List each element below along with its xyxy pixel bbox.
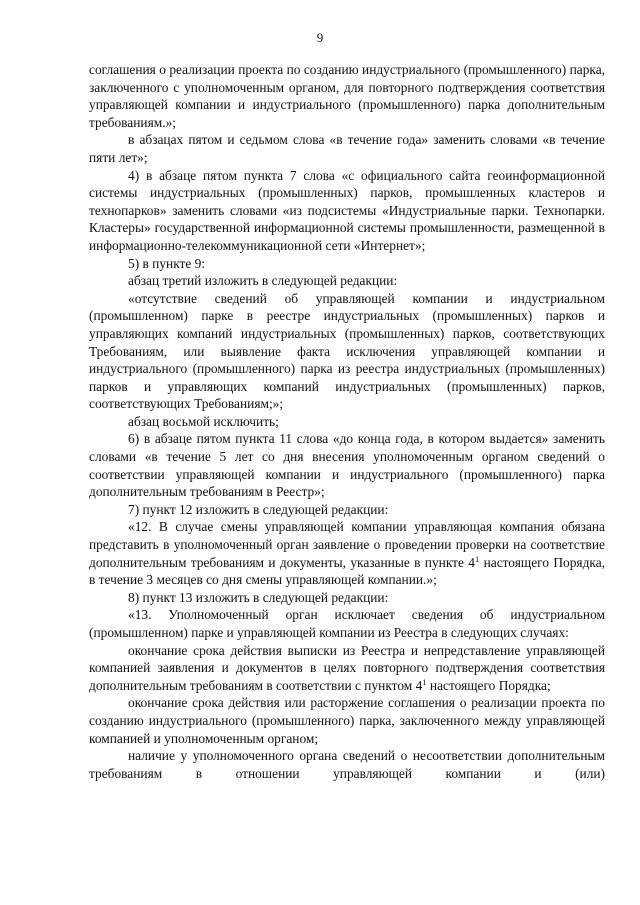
paragraph: соглашения о реализации проекта по созданию индустриального (промышленного) парка, заключенного с уполномоченным органом, для повторного подтверждения соответствия управляющей компании и индустриального (промышленного) парка дополнительным требованиям.»; [89,62,605,130]
paragraph: в абзацах пятом и седьмом слова «в течение года» заменить словами «в течение пяти лет»; [89,132,605,165]
paragraph-text-after: настоящего Порядка; [426,677,551,693]
paragraph: 8) пункт 13 изложить в следующей редакции: [128,589,389,605]
superscript: 1 [474,553,480,564]
paragraph: абзац восьмой исключить; [128,413,279,429]
paragraph: окончание срока действия или расторжение соглашения о реализации проекта по созданию индустриального (промышленного) парка, заключенного между управляющей компанией и уполномоченным органом; [89,695,605,746]
superscript: 1 [422,676,427,687]
paragraph-text: окончание срока действия выписки из Реестра и непредставление управляющей компанией заявления и документов в целях повторного подтверждения соответствия дополнительным требованиям в соответствии с пунктом 4 [89,642,605,693]
paragraph-text: «12. В случае смены управляющей компании управляющая компания обязана представить в уполномоченный орган заявление о проведении проверки на соответствие дополнительным требованиям и документы, указанные в пункте 4 [89,519,605,570]
paragraph: 6) в абзаце пятом пункта 11 слова «до конца года, в котором выдается» заменить словами «в течение 5 лет со дня внесения уполномоченным органом сведений о соответствии управляющей компании и индустриального (промышленного) парка дополнительным требованиям в Реестр»; [89,431,605,500]
paragraph [89,518,605,588]
paragraph: «13. Уполномоченный орган исключает сведения об индустриальном (промышленном) парке и управляющей компании из Реестра в следующих случаях: [89,607,605,640]
page-number: 9 [316,30,324,45]
paragraph: 7) пункт 12 изложить в следующей редакции: [128,501,389,517]
paragraph: абзац третий изложить в следующей редакции: [128,273,398,289]
paragraph-text-after: настоящего Порядка, в течение 3 месяцев со дня смены управляющей компании.»; [89,554,605,588]
paragraph: 5) в пункте 9: [128,255,206,271]
paragraph [89,642,605,695]
paragraph: «отсутствие сведений об управляющей компании и индустриальном (промышленном) парке в реестре индустриальных (промышленных) парков и управляющих компаний индустриальных (промышленных) парков, соответствующих Требованиям, или выявление факта исключения управляющей компании и индустриального (промышленного) парка из реестра индустриальных (промышленных) парков и управляющих компаний индустриальных (промышленных) парков, соответствующих Требованиям;»; [89,290,605,412]
paragraph: наличие у уполномоченного органа сведений о несоответствии дополнительным требованиям в отношении управляющей компании и (или) [89,748,605,781]
paragraph: 4) в абзаце пятом пункта 7 слова «с официального сайта геоинформационной системы индустриальных (промышленных) парков, промышленных кластеров и технопарков» заменить словами «из подсистемы «Индустриальные парки. Технопарки. Кластеры» государственной информационной системы промышленности, размещенной в информационно-телекоммуникационной сети «Интернет»; [89,167,605,253]
document-body [89,61,605,782]
